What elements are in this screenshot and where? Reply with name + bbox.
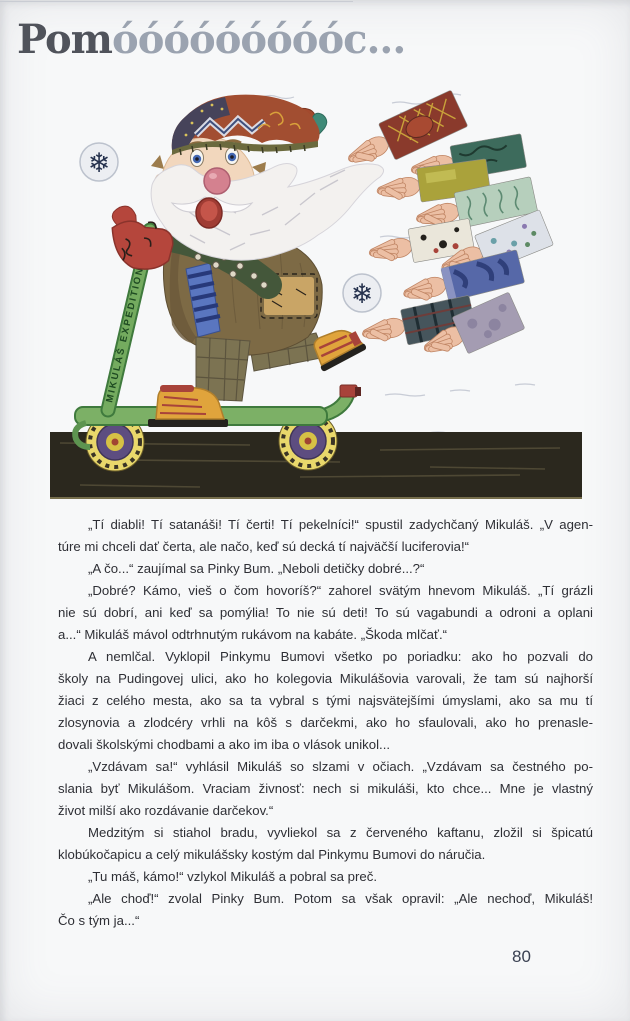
text-line: „Tí diabli! Tí satanáši! Tí čerti! Tí pekelníci!“ spustil zadychčaný Mikuláš. „V agen- <box>88 517 593 532</box>
text-block <box>58 514 593 932</box>
snowflake-badge-left <box>80 143 118 181</box>
paragraph <box>58 646 593 756</box>
text-line: Medzitým si stiahol bradu, vyvliekol sa z červeného kaftanu, zložil si špicatú <box>88 825 593 840</box>
santa-hat <box>172 95 327 155</box>
paragraph <box>58 580 593 646</box>
page-title <box>17 18 405 62</box>
text-line: „Dobré? Kámo, vieš o čom hovoríš?“ zahorel svätým hnevom Mikuláš. „Tí grázli <box>88 583 593 598</box>
paragraph <box>58 822 593 866</box>
santa-nose <box>204 168 230 194</box>
text-line: klobúkočapicu a celý mikulášsky kostým dal Pinkymu Bumovi do náručia. <box>58 847 486 862</box>
scooter-stem-text: MIKULÁŠ EXPEDITION <box>104 265 147 404</box>
illustration <box>0 85 630 505</box>
flying-boot <box>308 320 367 372</box>
snowflake-icon: ❄ <box>350 279 374 310</box>
title-dark-part: Pom <box>17 16 113 63</box>
text-line: dovali školskými chodbami a ako im iba o vlások unikol... <box>58 737 391 752</box>
text-line: túre mi chceli dať čerta, ale načo, keď sú decká tí najväčší luciferovia!“ <box>58 539 470 554</box>
santa-beard <box>151 163 383 260</box>
paragraph <box>58 866 593 888</box>
santa-figure <box>106 95 384 427</box>
text-line: nie sú dobrí, ani keď sa pomýlia! To nie sú deti! To sú vagabundi a odroni a oplani <box>58 605 593 620</box>
text-line: „A čo...“ zaujímal sa Pinky Bum. „Neboli detičky dobré...?“ <box>88 561 425 576</box>
scan-edge <box>0 1 353 2</box>
paragraph <box>58 558 593 580</box>
paragraph <box>58 888 593 932</box>
page-number: 80 <box>512 947 531 966</box>
text-line: zlosynovia a zlodcéry vrhli na kôš s darčekmi, ako ho sfaulovali, ako ho prenasle- <box>58 715 593 730</box>
text-line: „Vzdávam sa!“ vyhlásil Mikuláš so slzami v očiach. „Vzdávam sa čestného po- <box>88 759 593 774</box>
text-line: a...“ Mikuláš mávol odtrhnutým rukávom na kabáte. „Škoda mlčať.“ <box>58 627 447 642</box>
text-line: „Ale choď!“ zvolal Pinky Bum. Potom sa však opravil: „Ale nechoď, Mikuláš! <box>88 891 593 906</box>
text-line: „Tu máš, kámo!“ vzlykol Mikuláš a pobral sa preč. <box>88 869 377 884</box>
santa-mouth <box>196 198 222 228</box>
snowflake-icon: ❄ <box>87 148 111 179</box>
paragraph <box>58 756 593 822</box>
title-light-part: óóóóóóóóóc... <box>112 16 406 63</box>
text-line: život milší ako rozdávanie darčekov.“ <box>58 803 274 818</box>
text-line: slania byť Mikulášom. Vraciam živnosť: nech si mikuláši, kto chce... Mne je vlastný <box>58 781 593 796</box>
text-line: žiaci z celého mesta, ako sa ta vybral s tými najsvätejšími úmyslami, ako sa mu tí <box>58 693 593 708</box>
text-line: A nemlčal. Vyklopil Pinkymu Bumovi všetko po poriadku: ako ho pozvali do <box>88 649 593 664</box>
text-line: školy na Pudingovej ulici, ako ho kolegovia Mikulášovia varovali, že tam sú najhorší <box>58 671 593 686</box>
text-line: Čo s tým ja...“ <box>58 913 140 928</box>
snowflake-badge-right <box>343 274 381 312</box>
paragraph <box>58 514 593 558</box>
